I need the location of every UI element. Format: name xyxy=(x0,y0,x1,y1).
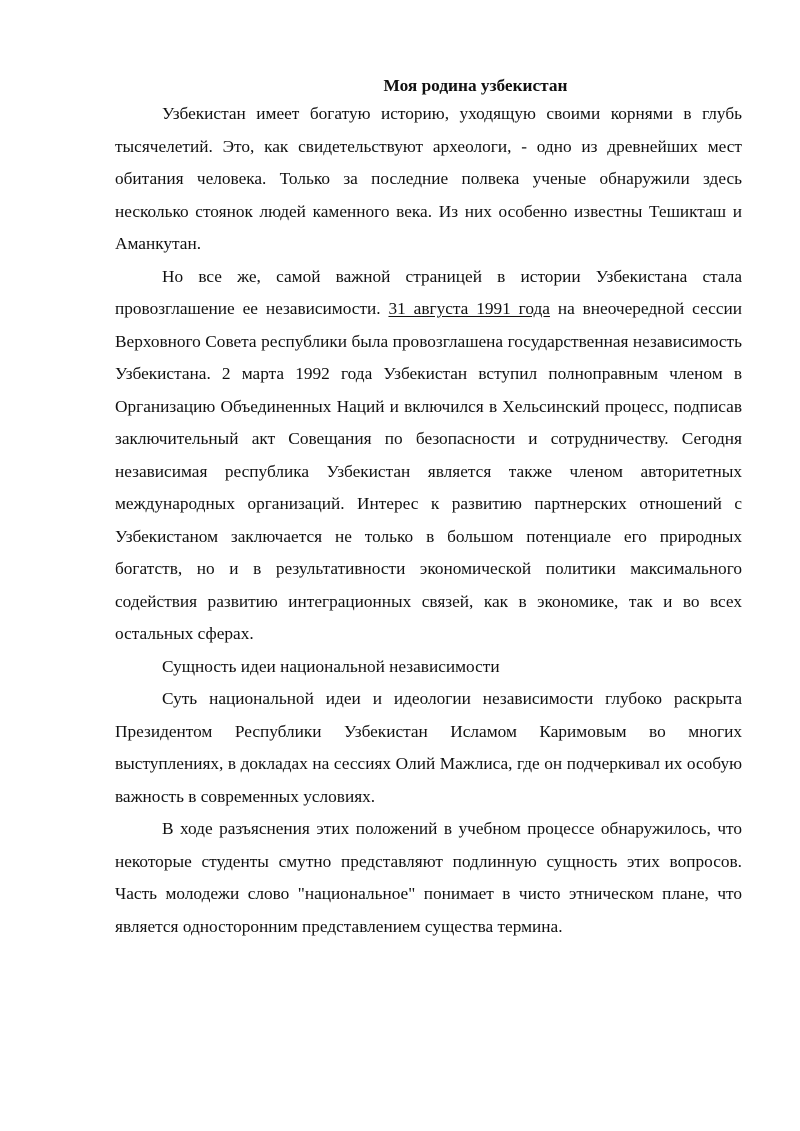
document-title: Моя родина узбекистан xyxy=(383,76,568,95)
paragraph-idea: Суть национальной идеи и идеологии независимости глубоко раскрыта Президентом Республики Узбекистан Исламом Каримовым во многих выступлениях, в докладах на сессиях Олий Мажлиса, где он подчеркивал их особую важность в современных условиях. xyxy=(115,689,742,806)
paragraph-independence-body: на внеочередной сессии Верховного Совета республики была провозглашена государственная независимость Узбекистана. 2 марта 1992 года Узбекистан вступил полноправным членом в Организацию Объединенных Наций и включился в Хельсинский процесс, подписав заключительный акт Совещания по безопасности и сотрудничеству. Сегодня независимая республика Узбекистан является также членом авторитетных международных организаций. Интерес к развитию партнерских отношений с Узбекистаном заключается не только в большом потенциале его природных богатств, но и в результативности экономической политики максимального содействия развитию интеграционных связей, как в экономике, так и во всех остальных сферах. xyxy=(115,299,743,643)
document-page xyxy=(115,68,742,943)
paragraph-independence xyxy=(115,261,742,651)
section-heading: Сущность идеи национальной независимости xyxy=(162,656,500,676)
paragraph-independence-intro: Но все же, самой важной страницей в истории Узбекистана стала провозглашение ее независимости. xyxy=(115,266,742,318)
paragraph-students: В ходе разъяснения этих положений в учебном процессе обнаружилось, что некоторые студенты смутно представляют подлинную сущность этих вопросов. Часть молодежи слово "национальное" понимает в чисто этническом плане, что является односторонним представлением существа термина. xyxy=(115,819,742,936)
paragraph-history: Узбекистан имеет богатую историю, уходящую своими корнями в глубь тысячелетий. Это, как свидетельствуют археологи, - одно из древнейших мест обитания человека. Только за последние полвека ученые обнаружили здесь несколько стоянок людей каменного века. Из них особенно известны Тешикташ и Аманкутан. xyxy=(115,104,742,253)
independence-date-link[interactable]: 31 августа 1991 года xyxy=(388,299,550,318)
